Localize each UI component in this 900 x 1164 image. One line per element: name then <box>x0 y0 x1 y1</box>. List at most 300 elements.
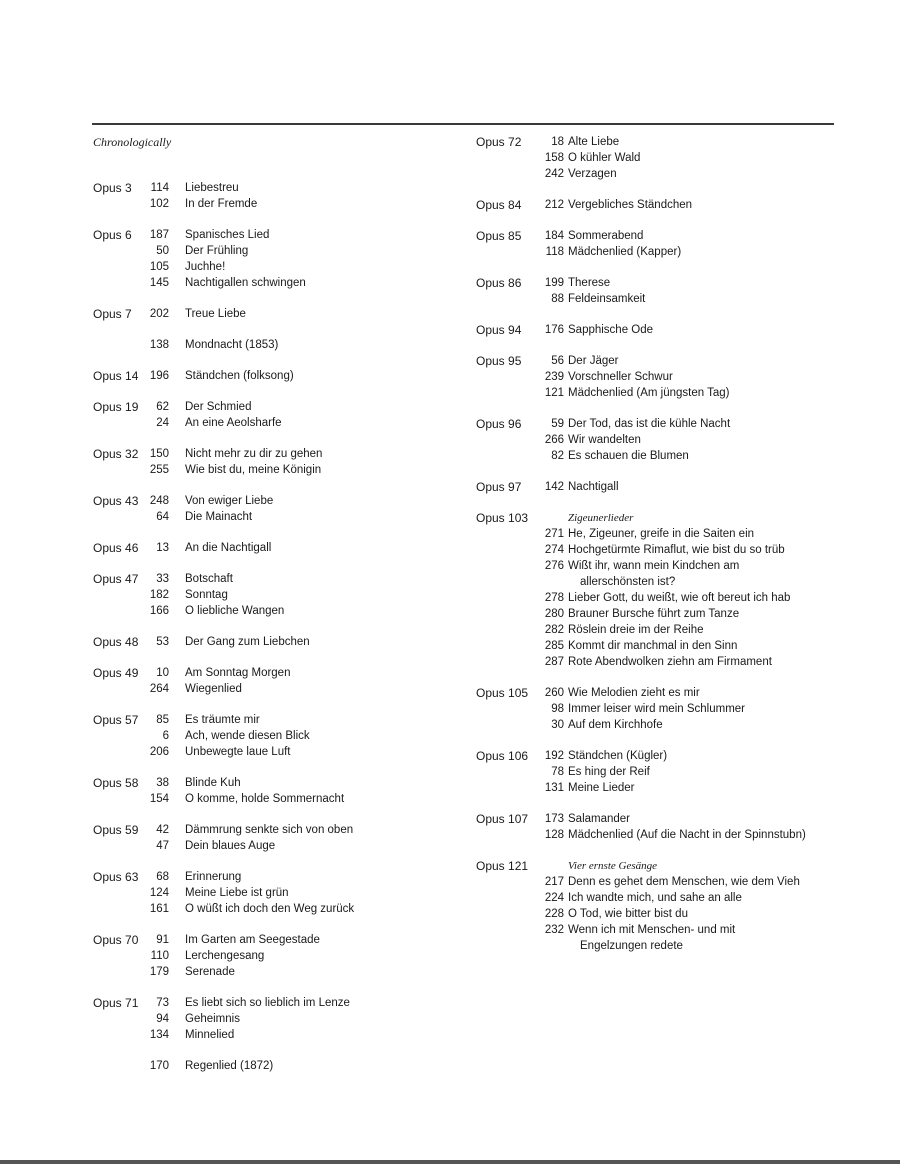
song-entry <box>476 542 856 558</box>
song-entry <box>476 197 856 213</box>
song-title: Der Jäger <box>568 355 619 367</box>
song-entry <box>93 399 423 415</box>
song-number: 212 <box>544 199 564 211</box>
opus-group <box>93 634 423 650</box>
opus-label: Opus 48 <box>93 635 139 649</box>
song-entry <box>93 540 423 556</box>
song-title: Unbewegte laue Luft <box>185 746 291 758</box>
opus-group <box>93 995 423 1043</box>
song-entry <box>476 701 856 717</box>
opus-label: Opus 71 <box>93 996 139 1010</box>
song-title: Am Sonntag Morgen <box>185 667 291 679</box>
song-title: Ständchen (folksong) <box>185 370 294 382</box>
opus-group <box>93 399 423 431</box>
song-title: Vier ernste Gesänge <box>568 860 657 872</box>
song-number: 154 <box>149 793 169 805</box>
song-number: 158 <box>544 152 564 164</box>
song-title: Engelzungen redete <box>580 940 683 952</box>
song-title: Wir wandelten <box>568 434 641 446</box>
song-title: Mädchenlied (Auf die Nacht in der Spinnstubn) <box>568 829 806 841</box>
opus-label: Opus 97 <box>476 480 522 494</box>
song-title: Die Mainacht <box>185 511 253 523</box>
opus-label: Opus 59 <box>93 823 139 837</box>
song-number: 142 <box>544 481 564 493</box>
song-title: Es liebt sich so lieblich im Lenze <box>185 997 350 1009</box>
song-entry <box>93 368 423 384</box>
song-entry <box>93 571 423 587</box>
opus-group <box>476 685 856 733</box>
song-entry <box>93 603 423 619</box>
song-title: Spanisches Lied <box>185 229 270 241</box>
opus-group <box>93 227 423 291</box>
song-entry <box>93 995 423 1011</box>
song-title: Wenn ich mit Menschen- und mit <box>568 924 736 936</box>
song-number: 88 <box>551 293 564 305</box>
song-number: 53 <box>156 636 169 648</box>
song-entry <box>93 901 423 917</box>
section-heading: Chronologically <box>93 135 172 149</box>
opus-group <box>93 306 423 322</box>
cycle-subtitle <box>476 510 856 526</box>
song-title: Feldeinsamkeit <box>568 293 646 305</box>
song-number: 68 <box>156 871 169 883</box>
opus-group <box>476 510 856 670</box>
song-entry <box>93 1011 423 1027</box>
song-number: 280 <box>544 608 564 620</box>
song-entry <box>476 638 856 654</box>
song-title: Nachtigallen schwingen <box>185 277 306 289</box>
song-number: 6 <box>162 730 169 742</box>
opus-group <box>93 368 423 384</box>
opus-group <box>93 1058 423 1074</box>
song-entry <box>476 479 856 495</box>
song-number: 166 <box>149 605 169 617</box>
opus-group <box>93 712 423 760</box>
opus-group <box>476 275 856 307</box>
song-entry <box>476 416 856 432</box>
opus-label: Opus 58 <box>93 776 139 790</box>
song-number: 217 <box>544 876 564 888</box>
opus-label: Opus 47 <box>93 572 139 586</box>
song-entry <box>93 728 423 744</box>
song-entry <box>476 369 856 385</box>
song-title: Erinnerung <box>185 871 242 883</box>
opus-group <box>93 932 423 980</box>
song-number: 102 <box>149 198 169 210</box>
song-number: 187 <box>149 229 169 241</box>
opus-group <box>476 353 856 401</box>
song-number: 196 <box>149 370 169 382</box>
song-number: 30 <box>551 719 564 731</box>
opus-label: Opus 107 <box>476 812 529 826</box>
song-number: 276 <box>544 560 564 572</box>
song-number: 192 <box>544 750 564 762</box>
song-number: 161 <box>149 903 169 915</box>
song-title: Kommt dir manchmal in den Sinn <box>568 640 738 652</box>
song-title: Nicht mehr zu dir zu gehen <box>185 448 323 460</box>
song-number: 285 <box>544 640 564 652</box>
song-number: 173 <box>544 813 564 825</box>
opus-group <box>93 493 423 525</box>
song-title: An eine Aeolsharfe <box>185 417 282 429</box>
song-entry <box>93 509 423 525</box>
song-title: Juchhe! <box>185 261 226 273</box>
opus-group <box>93 822 423 854</box>
song-entry <box>93 634 423 650</box>
song-title: Wiegenlied <box>185 683 242 695</box>
song-title: Meine Lieder <box>568 782 635 794</box>
song-entry <box>93 227 423 243</box>
song-title: Dein blaues Auge <box>185 840 276 852</box>
song-number: 82 <box>551 450 564 462</box>
opus-label: Opus 32 <box>93 447 139 461</box>
opus-group <box>476 197 856 213</box>
opus-group <box>93 869 423 917</box>
song-title: Geheimnis <box>185 1013 240 1025</box>
song-title: Vergebliches Ständchen <box>568 199 693 211</box>
song-number: 105 <box>149 261 169 273</box>
song-entry <box>93 337 423 353</box>
song-entry <box>476 526 856 542</box>
song-number: 56 <box>551 355 564 367</box>
song-number: 145 <box>149 277 169 289</box>
opus-group <box>476 858 856 954</box>
song-entry <box>476 827 856 843</box>
song-title: Regenlied (1872) <box>185 1060 274 1072</box>
song-title: Wie Melodien zieht es mir <box>568 687 700 699</box>
top-rule <box>92 123 834 125</box>
right-column <box>476 134 856 969</box>
opus-label: Opus 6 <box>93 228 132 242</box>
song-entry <box>476 134 856 150</box>
song-title: Meine Liebe ist grün <box>185 887 289 899</box>
opus-group <box>476 811 856 843</box>
song-number: 202 <box>149 308 169 320</box>
opus-label: Opus 72 <box>476 135 522 149</box>
opus-group <box>476 134 856 182</box>
song-number: 206 <box>149 746 169 758</box>
song-title: Sonntag <box>185 589 228 601</box>
song-entry <box>93 948 423 964</box>
song-title: Verzagen <box>568 168 617 180</box>
song-title: Sommerabend <box>568 230 644 242</box>
song-entry <box>476 150 856 166</box>
song-number: 91 <box>156 934 169 946</box>
song-number: 33 <box>156 573 169 585</box>
song-title: Vorschneller Schwur <box>568 371 673 383</box>
song-number: 138 <box>149 339 169 351</box>
song-entry <box>93 838 423 854</box>
opus-label: Opus 14 <box>93 369 139 383</box>
song-entry <box>476 685 856 701</box>
song-number: 131 <box>544 782 564 794</box>
song-title: Lerchengesang <box>185 950 265 962</box>
opus-label: Opus 84 <box>476 198 522 212</box>
opus-label: Opus 3 <box>93 181 132 195</box>
song-number: 182 <box>149 589 169 601</box>
song-number: 199 <box>544 277 564 289</box>
opus-label: Opus 43 <box>93 494 139 508</box>
opus-group <box>476 228 856 260</box>
song-entry <box>476 275 856 291</box>
song-title: Immer leiser wird mein Schlummer <box>568 703 746 715</box>
song-entry <box>476 322 856 338</box>
song-number: 50 <box>156 245 169 257</box>
song-entry <box>93 885 423 901</box>
song-number: 134 <box>149 1029 169 1041</box>
bottom-rule <box>0 1160 900 1164</box>
song-number: 232 <box>544 924 564 936</box>
song-entry <box>93 681 423 697</box>
song-title: Serenade <box>185 966 235 978</box>
song-title: Brauner Bursche führt zum Tanze <box>568 608 740 620</box>
song-number: 287 <box>544 656 564 668</box>
song-entry <box>93 493 423 509</box>
song-title: In der Fremde <box>185 198 258 210</box>
song-entry <box>476 811 856 827</box>
song-title: Rote Abendwolken ziehn am Firmament <box>568 656 772 668</box>
song-title: Zigeunerlieder <box>568 512 634 524</box>
song-title: O Tod, wie bitter bist du <box>568 908 688 920</box>
opus-group <box>476 322 856 338</box>
song-entry <box>93 1058 423 1074</box>
song-entry <box>93 446 423 462</box>
song-entry <box>93 665 423 681</box>
song-entry <box>476 654 856 670</box>
song-entry <box>476 890 856 906</box>
song-number: 184 <box>544 230 564 242</box>
opus-label: Opus 94 <box>476 323 522 337</box>
song-title: O liebliche Wangen <box>185 605 285 617</box>
opus-label: Opus 105 <box>476 686 529 700</box>
song-number: 282 <box>544 624 564 636</box>
opus-label: Opus 49 <box>93 666 139 680</box>
song-number: 73 <box>156 997 169 1009</box>
song-title: Wie bist du, meine Königin <box>185 464 322 476</box>
song-number: 124 <box>149 887 169 899</box>
cycle-subtitle <box>476 858 856 874</box>
song-number: 118 <box>545 246 564 258</box>
song-number: 274 <box>544 544 564 556</box>
song-number: 179 <box>149 966 169 978</box>
opus-group <box>476 416 856 464</box>
song-entry <box>476 244 856 260</box>
song-entry <box>476 906 856 922</box>
song-title: He, Zigeuner, greife in die Saiten ein <box>568 528 755 540</box>
opus-label: Opus 70 <box>93 933 139 947</box>
song-entry <box>476 558 856 574</box>
song-title: Ständchen (Kügler) <box>568 750 668 762</box>
song-number: 24 <box>156 417 169 429</box>
song-entry <box>93 259 423 275</box>
song-title: O kühler Wald <box>568 152 641 164</box>
song-entry <box>476 922 856 938</box>
opus-label: Opus 46 <box>93 541 139 555</box>
song-entry <box>476 748 856 764</box>
song-title: Ach, wende diesen Blick <box>185 730 310 742</box>
opus-label: Opus 7 <box>93 307 132 321</box>
song-title: Von ewiger Liebe <box>185 495 274 507</box>
song-number: 110 <box>150 950 169 962</box>
song-number: 128 <box>544 829 564 841</box>
song-title: Wißt ihr, wann mein Kindchen am <box>568 560 740 572</box>
song-entry <box>93 775 423 791</box>
song-number: 47 <box>156 840 169 852</box>
song-entry <box>93 1027 423 1043</box>
song-title: Dämmrung senkte sich von oben <box>185 824 354 836</box>
song-title: Hochgetürmte Rimaflut, wie bist du so trüb <box>568 544 785 556</box>
song-entry <box>476 938 856 954</box>
opus-label: Opus 86 <box>476 276 522 290</box>
song-entry <box>93 275 423 291</box>
song-title: Mädchenlied (Am jüngsten Tag) <box>568 387 730 399</box>
song-number: 94 <box>156 1013 169 1025</box>
song-number: 239 <box>544 371 564 383</box>
song-number: 242 <box>544 168 564 180</box>
song-entry <box>93 196 423 212</box>
song-number: 264 <box>149 683 169 695</box>
song-number: 10 <box>156 667 169 679</box>
opus-group <box>93 180 423 212</box>
song-number: 228 <box>544 908 564 920</box>
song-entry <box>93 744 423 760</box>
song-number: 255 <box>149 464 169 476</box>
opus-group <box>93 665 423 697</box>
song-title: Minnelied <box>185 1029 235 1041</box>
song-number: 38 <box>156 777 169 789</box>
song-number: 114 <box>150 182 169 194</box>
song-title: Mädchenlied (Kapper) <box>568 246 682 258</box>
left-column <box>93 134 423 1089</box>
song-entry <box>476 385 856 401</box>
song-number: 266 <box>544 434 564 446</box>
opus-label: Opus 103 <box>476 511 529 525</box>
song-entry <box>476 874 856 890</box>
song-title: Botschaft <box>185 573 233 585</box>
song-title: Röslein dreie im der Reihe <box>568 624 704 636</box>
song-entry <box>93 415 423 431</box>
song-entry <box>93 932 423 948</box>
song-entry <box>476 717 856 733</box>
song-number: 224 <box>544 892 564 904</box>
opus-label: Opus 95 <box>476 354 522 368</box>
song-title: Der Frühling <box>185 245 249 257</box>
song-title: An die Nachtigall <box>185 542 272 554</box>
opus-group <box>476 748 856 796</box>
song-entry <box>93 243 423 259</box>
song-title: Im Garten am Seegestade <box>185 934 320 946</box>
song-entry <box>93 869 423 885</box>
opus-group <box>93 571 423 619</box>
song-title: Der Schmied <box>185 401 252 413</box>
opus-group <box>93 337 423 353</box>
opus-label: Opus 121 <box>476 859 529 873</box>
song-entry <box>476 291 856 307</box>
opus-group <box>476 479 856 495</box>
song-title: Es träumte mir <box>185 714 260 726</box>
song-entry <box>93 462 423 478</box>
opus-label: Opus 57 <box>93 713 139 727</box>
song-number: 78 <box>551 766 564 778</box>
song-title: Therese <box>568 277 611 289</box>
song-number: 121 <box>544 387 564 399</box>
song-number: 85 <box>156 714 169 726</box>
song-title: Blinde Kuh <box>185 777 241 789</box>
song-entry <box>93 180 423 196</box>
song-number: 278 <box>544 592 564 604</box>
song-number: 18 <box>551 136 564 148</box>
song-number: 176 <box>544 324 564 336</box>
song-title: Sapphische Ode <box>568 324 654 336</box>
song-entry <box>93 712 423 728</box>
song-number: 98 <box>551 703 564 715</box>
song-title: O wüßt ich doch den Weg zurück <box>185 903 355 915</box>
song-title: Der Gang zum Liebchen <box>185 636 310 648</box>
song-title: Alte Liebe <box>568 136 620 148</box>
song-entry <box>93 964 423 980</box>
song-number: 62 <box>156 401 169 413</box>
song-number: 42 <box>156 824 169 836</box>
song-number: 13 <box>156 542 169 554</box>
song-entry <box>476 228 856 244</box>
song-title: Es hing der Reif <box>568 766 650 778</box>
song-title: Treue Liebe <box>185 308 246 320</box>
song-entry <box>93 306 423 322</box>
song-title: Nachtigall <box>568 481 619 493</box>
song-title: Der Tod, das ist die kühle Nacht <box>568 418 731 430</box>
song-entry <box>476 353 856 369</box>
opus-group <box>93 446 423 478</box>
song-number: 170 <box>149 1060 169 1072</box>
song-title: Mondnacht (1853) <box>185 339 279 351</box>
song-entry <box>476 166 856 182</box>
song-title: Liebestreu <box>185 182 239 194</box>
song-number: 59 <box>551 418 564 430</box>
song-title: O komme, holde Sommernacht <box>185 793 345 805</box>
song-title: Auf dem Kirchhofe <box>568 719 663 731</box>
song-entry <box>476 780 856 796</box>
opus-label: Opus 106 <box>476 749 529 763</box>
song-title: Salamander <box>568 813 631 825</box>
song-entry <box>93 587 423 603</box>
song-entry <box>476 432 856 448</box>
opus-label: Opus 96 <box>476 417 522 431</box>
opus-group <box>93 775 423 807</box>
song-title: Denn es gehet dem Menschen, wie dem Vieh <box>568 876 800 888</box>
song-number: 150 <box>149 448 169 460</box>
song-entry <box>93 791 423 807</box>
song-entry <box>476 448 856 464</box>
song-title: Es schauen die Blumen <box>568 450 689 462</box>
opus-label: Opus 63 <box>93 870 139 884</box>
song-entry <box>476 590 856 606</box>
song-entry <box>476 764 856 780</box>
song-number: 260 <box>544 687 564 699</box>
song-entry <box>476 606 856 622</box>
song-title: Ich wandte mich, und sahe an alle <box>568 892 742 904</box>
song-number: 64 <box>156 511 169 523</box>
opus-label: Opus 85 <box>476 229 522 243</box>
song-entry <box>476 622 856 638</box>
song-entry <box>476 574 856 590</box>
song-title: Lieber Gott, du weißt, wie oft bereut ich hab <box>568 592 791 604</box>
opus-group <box>93 540 423 556</box>
song-title: allerschönsten ist? <box>580 576 676 588</box>
song-number: 248 <box>149 495 169 507</box>
song-entry <box>93 822 423 838</box>
song-number: 271 <box>544 528 564 540</box>
opus-label: Opus 19 <box>93 400 139 414</box>
